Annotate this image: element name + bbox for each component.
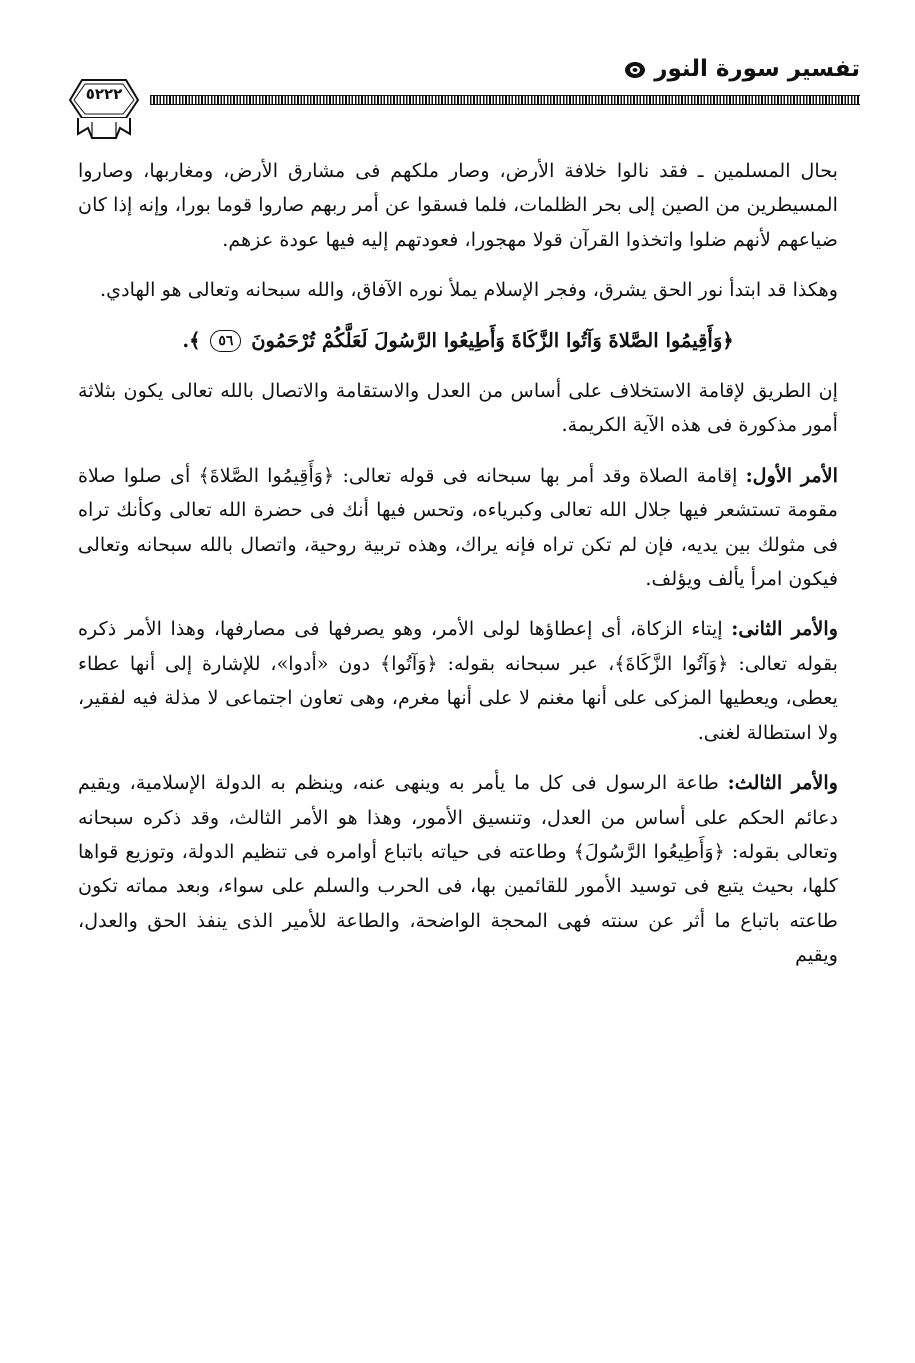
third-matter-heading: والأمر الثالث: [727,771,839,795]
paragraph-1: بحال المسلمين ـ فقد نالوا خلافة الأرض، وصار ملكهم فى مشارق الأرض، ومغاربها، وصاروا المسيطرين من الصين إلى بحر الظلمات، فلما فسقوا عن أمر ربهم صاروا قوما بورا، وإنه إذا كان ضياعهم لأنهم ضلوا واتخذوا القرآن قولا مهجورا، فعودتهم إليه فيها عودة عزهم. [77,159,838,251]
running-title-text: تفسير سورة النور [654,56,860,82]
ornament-icon [624,61,646,79]
verse-end: ﴾. [182,328,201,352]
third-matter-text: طاعة الرسول فى كل ما يأمر به وينهى عنه، وينظم به الدولة الإسلامية، ويقيم دعائم الحكم على أساس من العدل، وتنسيق الأمور، وهذا هو الأمر الثالث، وقد ذكره سبحانه وتعالى بقوله: ﴿وَأَطِيعُوا الرَّسُولَ﴾ وطاعته فى حياته باتباع أوامره فى تنظيم الدولة، وتوزيع قواها كلها، بحيث يتبع فى توسيد الأمور للقائمين بها، فى الحرب والسلم على سواء، وبعد مماته تكون طاعته باتباع ما أثر عن سنته فهى المحجة الواضحة، والطاعة للأمير الذى ينفذ الحق والعدل، ويقيم [78,771,838,967]
paragraph-2: وهكذا قد ابتدأ نور الحق يشرق، وفجر الإسلام يملأ نوره الآفاق، والله سبحانه وتعالى هو الهادي. [99,278,838,302]
header-rule [150,95,860,105]
quran-verse [78,324,838,358]
page-number: ٥٢٢٢ [85,85,123,103]
paragraph-second-matter [78,612,838,750]
paragraph-third-matter [78,766,838,972]
page-content [78,154,838,989]
first-matter-heading: الأمر الأول: [745,463,838,487]
running-title [614,56,860,82]
paragraph-first-matter [78,459,838,597]
first-matter-text: إقامة الصلاة وقد أمر بها سبحانه فى قوله تعالى: ﴿وَأَقِيمُوا الصَّلاةَ﴾ أى صلوا صلاة مقومة تستشعر فيها جلال الله تعالى وكبرياءه، وتحس فيها أنك فى حضرة الله تعالى وكأنك تراه فى مثولك بين يديه، فإن لم تكن تراه فإنه يراك، وهذه تربية روحية، واتصال بالله سبحانه وتعالى فيكون امرأ يألف ويؤلف. [78,463,838,591]
page-number-badge [60,72,148,144]
verse-number: ٥٦ [210,330,241,352]
page-header [60,52,860,147]
second-matter-text: إيتاء الزكاة، أى إعطاؤها لولى الأمر، وهو يصرفها فى مصارفها، وهذا الأمر ذكره بقوله تعالى: ﴿وَآتُوا الزَّكَاةَ﴾، عبر سبحانه بقوله: ﴿وَآتُوا﴾ دون «أدوا»، للإشارة إلى أنها عطاء يعطى، ويعطيها المزكى على أنها مغنم لا على أنها مغرم، وهى تعاون اجتماعى لا مذلة فيه لفقير، ولا استطالة لغنى. [78,617,838,744]
second-matter-heading: والأمر الثانى: [731,617,838,641]
badge-frame-icon [60,72,148,144]
verse-text: ﴿وَأَقِيمُوا الصَّلاةَ وَآتُوا الزَّكَاةَ وَأَطِيعُوا الرَّسُولَ لَعَلَّكُمْ تُرْحَمُونَ [251,328,734,352]
paragraph-3: إن الطريق لإقامة الاستخلاف على أساس من العدل والاستقامة والاتصال بالله تعالى يكون بثلاثة أمور مذكورة فى هذه الآية الكريمة. [78,379,838,437]
